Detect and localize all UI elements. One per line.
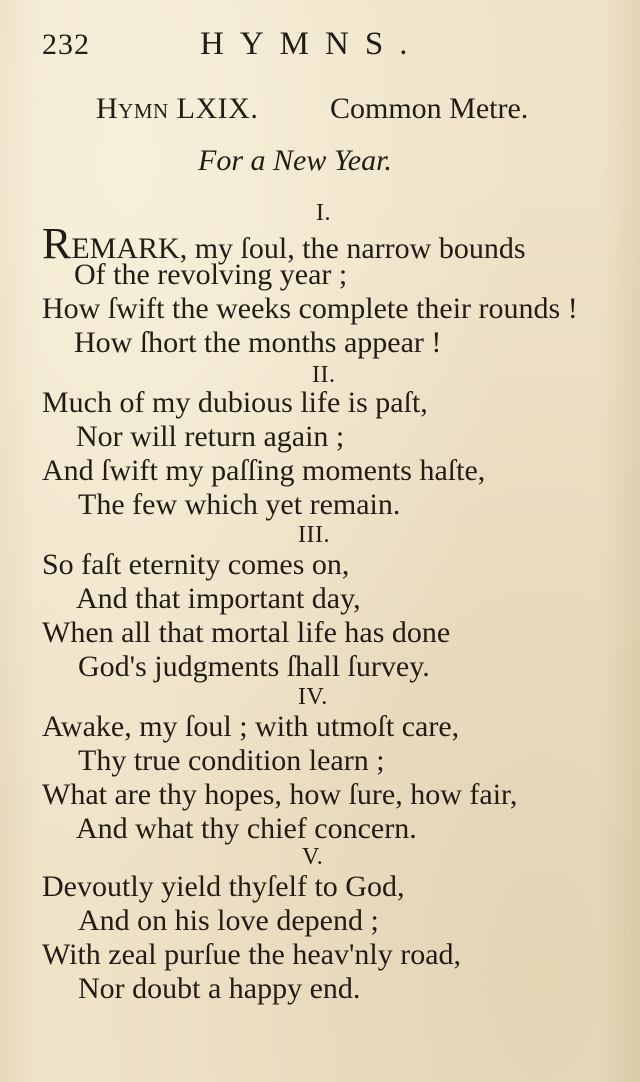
verse-line: How ſwift the weeks complete their rounds ! — [42, 292, 578, 325]
verse-line: Of the revolving year ; — [74, 258, 348, 291]
verse-line: Awake, my ſoul ; with utmoſt care, — [42, 710, 460, 743]
verse-line: And ſwift my paſſing moments haſte, — [42, 454, 486, 487]
verse-line: And on his love depend ; — [78, 904, 379, 937]
verse-line: The few which yet remain. — [78, 488, 401, 521]
hymn-subtitle: For a New Year. — [198, 144, 392, 177]
drop-cap: R — [42, 219, 72, 268]
stanza-numeral: V. — [302, 844, 324, 870]
stanza-numeral: III. — [298, 522, 330, 548]
stanza-numeral: IV. — [298, 684, 328, 710]
stanza-numeral: II. — [312, 362, 336, 388]
first-line-rest: EMARK, my ſoul, the narrow bounds — [71, 232, 526, 265]
hymn-number: Hymn LXIX. — [96, 92, 259, 125]
page-number: 232 — [42, 28, 90, 61]
verse-line: And that important day, — [76, 582, 361, 615]
stanza-numeral: I. — [316, 200, 331, 226]
verse-line: So faſt eternity comes on, — [42, 548, 350, 581]
running-head — [42, 22, 442, 68]
verse-line: Thy true condition learn ; — [78, 744, 385, 777]
verse-line: Nor will return again ; — [76, 420, 345, 453]
verse-line: How ſhort the months appear ! — [74, 326, 442, 359]
verse-line: And what thy chief concern. — [76, 812, 417, 845]
verse-line: Devoutly yield thyſelf to God, — [42, 870, 405, 903]
hymn-metre: Common Metre. — [330, 92, 529, 125]
verse-line: Nor doubt a happy end. — [78, 972, 361, 1005]
running-title: HYMNS. — [200, 26, 424, 62]
hymn-heading — [0, 92, 640, 136]
verse-line: When all that mortal life has done — [42, 616, 451, 649]
verse-line: God's judgments ſhall ſurvey. — [78, 650, 430, 683]
verse-line: What are thy hopes, how ſure, how fair, — [42, 778, 518, 811]
verse-line: With zeal purſue the heav'nly road, — [42, 938, 462, 971]
verse-line: Much of my dubious life is paſt, — [42, 386, 428, 419]
